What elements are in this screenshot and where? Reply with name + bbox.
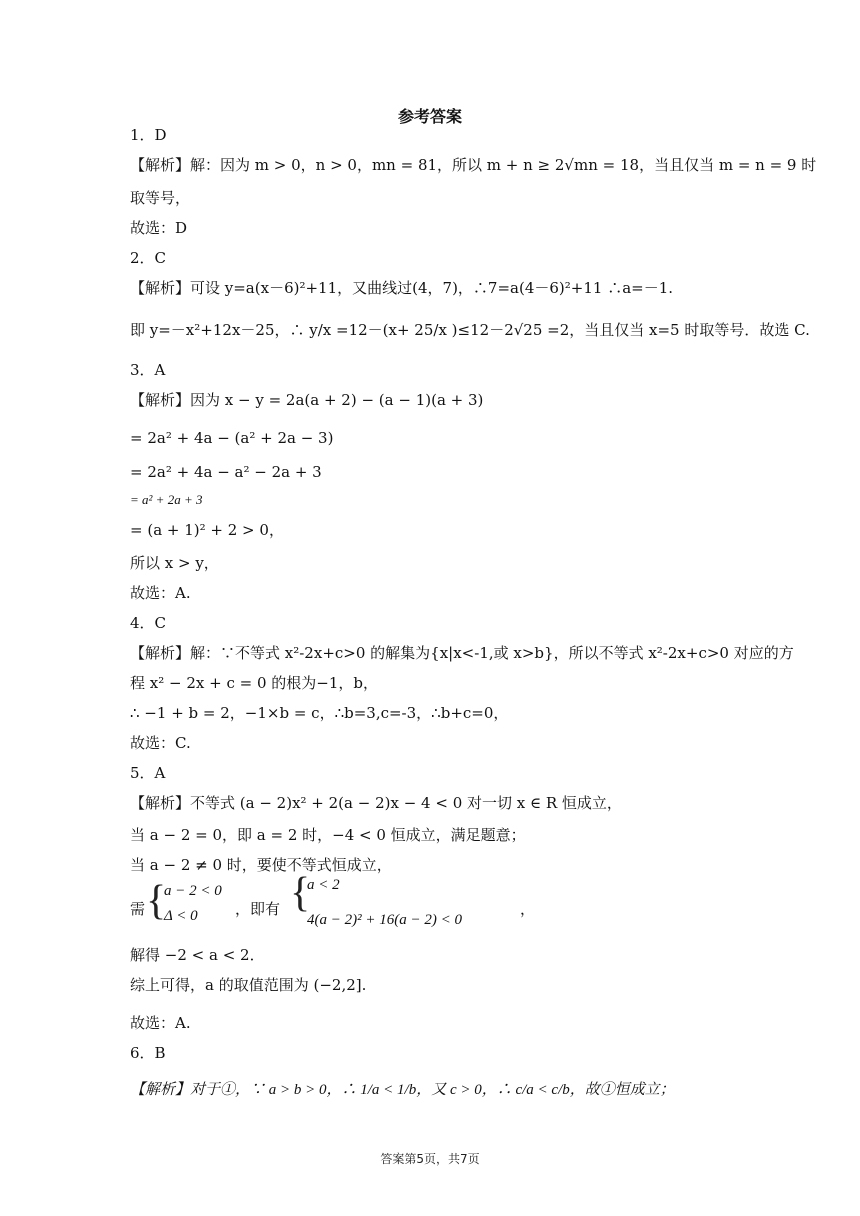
answer-line: = 2a² + 4a − a² − 2a + 3 <box>130 463 322 481</box>
system-row-4: 4(a − 2)² + 16(a − 2) < 0 <box>307 912 462 928</box>
answer-line: ∴ −1 + b = 2，−1×b = c，∴b=3,c=-3，∴b+c=0， <box>130 704 509 722</box>
answer-line: 所以 x > y， <box>130 554 219 572</box>
answer-line: 解得 −2 < a < 2． <box>130 946 265 964</box>
answer-line: = 2a² + 4a − (a² + 2a − 3) <box>130 429 334 447</box>
answer-line: 3．A <box>130 361 166 379</box>
answer-line: 6．B <box>130 1044 166 1062</box>
system-row-2: Δ < 0 <box>164 908 198 924</box>
answer-line: = a² + 2a + 3 <box>130 492 203 507</box>
answer-line: 当 a − 2 ≠ 0 时，要使不等式恒成立， <box>130 856 392 874</box>
answer-line: 【解析】可设 y=a(x－6)²+11，又曲线过(4，7)，∴7=a(4－6)²+11 ∴a=－1. <box>130 279 674 297</box>
answer-line: 故选：A. <box>130 1014 191 1032</box>
answer-line: 【解析】解：因为 m > 0，n > 0，mn = 81，所以 m + n ≥ 2√mn = 18，当且仅当 m = n = 9 时 <box>130 156 817 174</box>
system-row-1: a − 2 < 0 <box>164 883 222 899</box>
answer-line: 【解析】解：∵不等式 x²-2x+c>0 的解集为{x|x<-1,或 x>b}，所以不等式 x²-2x+c>0 对应的方 <box>130 644 794 662</box>
answer-line: 故选：A. <box>130 584 191 602</box>
answer-line: 2．C <box>130 249 167 267</box>
system-need-label: 需 <box>130 900 146 918</box>
answer-line: 【解析】因为 x − y = 2a(a + 2) − (a − 1)(a + 3) <box>130 391 484 409</box>
system-end: ， <box>520 900 536 918</box>
answer-line: 故选：C. <box>130 734 191 752</box>
answer-line: 1．D <box>130 126 167 144</box>
q6-analysis: 【解析】对于①，∵ a > b > 0，∴ 1/a < 1/b，又 c > 0，∴ c/a < c/b，故①恒成立； <box>130 1082 675 1098</box>
answer-line: 当 a − 2 = 0，即 a = 2 时，−4 < 0 恒成立，满足题意； <box>130 826 526 844</box>
answer-line: 程 x² − 2x + c = 0 的根为−1，b， <box>130 674 378 692</box>
system-middle-text: ，即有 <box>235 900 281 918</box>
answer-line: = (a + 1)² + 2 > 0， <box>130 521 284 539</box>
answer-line: 即 y=－x²+12x－25，∴ y/x =12－(x+ 25/x )≤12－2√25 =2，当且仅当 x=5 时取等号．故选 C. <box>130 321 810 339</box>
left-brace-2: { <box>290 870 311 916</box>
answer-line: 综上可得，a 的取值范围为 (−2,2]. <box>130 976 367 994</box>
answer-line: 【解析】不等式 (a − 2)x² + 2(a − 2)x − 4 < 0 对一切 x ∈ R 恒成立， <box>130 794 622 812</box>
answer-line: 取等号， <box>130 189 191 207</box>
page-title: 参考答案 <box>397 107 462 126</box>
left-brace: { <box>146 878 167 924</box>
system-row-3: a < 2 <box>307 877 340 893</box>
answer-line: 故选：D <box>130 219 188 237</box>
page-footer: 答案第5页，共7页 <box>380 1152 480 1166</box>
answer-line: 5．A <box>130 764 166 782</box>
answer-line: 4．C <box>130 614 167 632</box>
